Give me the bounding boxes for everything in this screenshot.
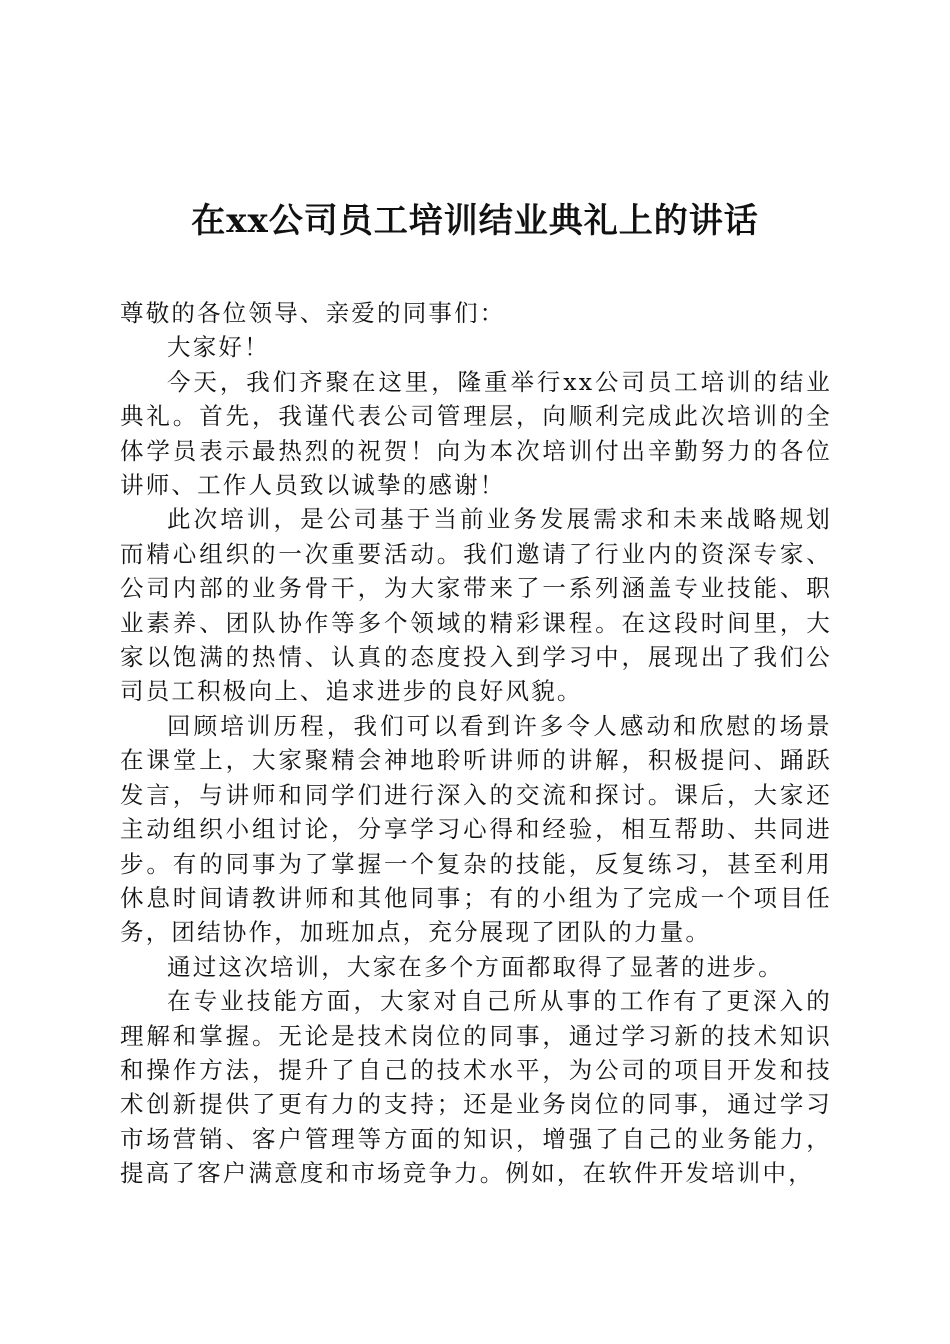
paragraph: 在专业技能方面，大家对自己所从事的工作有了更深入的理解和掌握。无论是技术岗位的同事，通过学习新的技术知识和操作方法，提升了自己的技术水平，为公司的项目开发和技术创新提供了更有力的支持；还是业务岗位的同事，通过学习市场营销、客户管理等方面的知识，增强了自己的业务能力，提高了客户满意度和市场竞争力。例如，在软件开发培训中， [120, 987, 832, 1188]
salutation: 尊敬的各位领导、亲爱的同事们： [120, 299, 506, 327]
paragraph: 回顾培训历程，我们可以看到许多令人感动和欣慰的场景在课堂上，大家聚精会神地聆听讲师的讲解，积极提问、踊跃发言，与讲师和同学们进行深入的交流和探讨。课后，大家还主动组织小组讨论，分享学习心得和经验，相互帮助、共同进步。有的同事为了掌握一个复杂的技能，反复练习，甚至利用休息时间请教讲师和其他同事；有的小组为了完成一个项目任务，团结协作，加班加点，充分展现了团队的力量。 [120, 711, 832, 947]
paragraph: 今天，我们齐聚在这里，隆重举行xx公司员工培训的结业典礼。首先，我谨代表公司管理层，向顺利完成此次培训的全体学员表示最热烈的祝贺！向为本次培训付出辛勤努力的各位讲师、工作人员致以诚挚的感谢！ [120, 367, 832, 500]
document-body [120, 296, 832, 1191]
paragraph: 通过这次培训，大家在多个方面都取得了显著的进步。 [167, 952, 784, 981]
document-title: 在xx公司员工培训结业典礼上的讲话 [191, 201, 759, 241]
paragraph: 此次培训，是公司基于当前业务发展需求和未来战略规划而精心组织的一次重要活动。我们邀请了行业内的资深专家、公司内部的业务骨干，为大家带来了一系列涵盖专业技能、职业素养、团队协作等多个领域的精彩课程。在这段时间里，大家以饱满的热情、认真的态度投入到学习中，展现出了我们公司员工积极向上、追求进步的良好风貌。 [120, 505, 832, 706]
paragraph-greeting: 大家好！ [167, 333, 270, 362]
